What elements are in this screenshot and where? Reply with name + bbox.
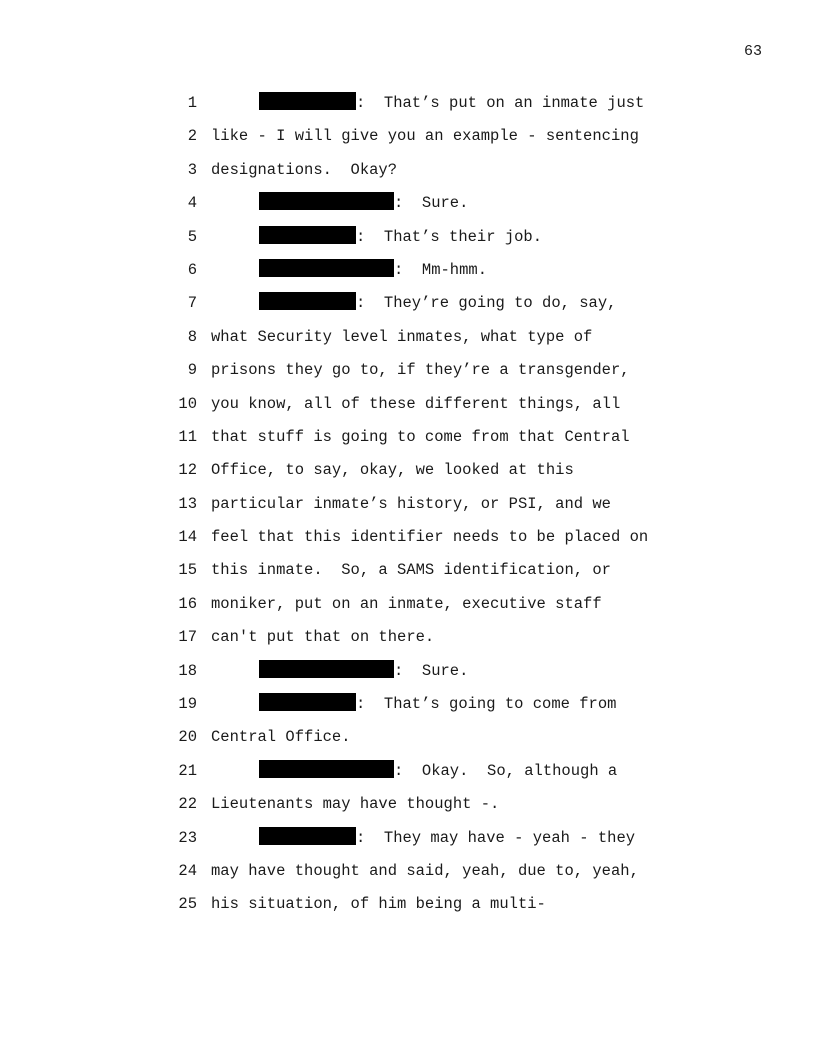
speaker-line-text — [259, 691, 616, 718]
redacted-speaker-name — [259, 660, 394, 678]
line-number: 15 — [178, 561, 197, 580]
line-number: 22 — [178, 795, 197, 814]
spoken-text: : Sure. — [394, 661, 469, 680]
line-number: 25 — [178, 895, 197, 914]
spoken-text: Office, to say, okay, we looked at this — [211, 461, 574, 480]
line-number: 18 — [178, 661, 197, 680]
line-text — [211, 491, 611, 518]
line-text — [211, 123, 639, 150]
spoken-text: you know, all of these different things, all — [211, 394, 621, 413]
line-number: 24 — [178, 861, 197, 880]
transcript-line — [0, 524, 816, 557]
line-number: 12 — [178, 461, 197, 480]
page-number: 63 — [743, 43, 762, 60]
spoken-text: : Okay. So, although a — [394, 761, 618, 780]
spoken-text: prisons they go to, if they’re a transgender, — [211, 361, 630, 380]
spoken-text: designations. Okay? — [211, 160, 398, 179]
spoken-text: feel that this identifier needs to be placed on — [211, 528, 649, 547]
transcript-line — [0, 491, 816, 524]
line-number: 8 — [187, 327, 197, 346]
transcript-line — [0, 257, 816, 290]
spoken-text: : That’s put on an inmate just — [356, 94, 645, 112]
line-number: 2 — [187, 127, 197, 146]
speaker-line-text — [259, 290, 616, 317]
transcript-line — [0, 457, 816, 490]
speaker-line-text — [259, 190, 468, 217]
spoken-text: particular inmate’s history, or PSI, and we — [211, 494, 611, 513]
transcript-line — [0, 658, 816, 691]
transcript-line — [0, 290, 816, 323]
redacted-speaker-name — [259, 92, 356, 110]
redacted-speaker-name — [259, 192, 394, 210]
transcript-line — [0, 90, 816, 123]
transcript-line — [0, 791, 816, 824]
spoken-text: Lieutenants may have thought -. — [211, 795, 500, 814]
spoken-text: : They’re going to do, say, — [356, 294, 617, 313]
speaker-line-text — [259, 825, 635, 852]
line-number: 7 — [187, 294, 197, 313]
line-text — [211, 557, 611, 584]
spoken-text: like - I will give you an example - sentencing — [211, 127, 639, 146]
line-number: 6 — [187, 260, 197, 279]
transcript-line — [0, 825, 816, 858]
spoken-text: Central Office. — [211, 728, 351, 747]
line-number: 5 — [187, 227, 197, 246]
line-number: 3 — [187, 160, 197, 179]
spoken-text: can't put that on there. — [211, 628, 435, 647]
line-text — [211, 591, 602, 618]
transcript-line — [0, 758, 816, 791]
speaker-line-text — [259, 224, 542, 251]
line-text — [211, 357, 630, 384]
speaker-line-text — [259, 658, 468, 685]
line-text — [211, 724, 351, 751]
line-number: 4 — [187, 194, 197, 213]
line-text — [211, 391, 620, 418]
transcript-line — [0, 591, 816, 624]
line-number: 1 — [187, 94, 197, 112]
line-number: 19 — [178, 695, 197, 714]
line-number: 14 — [178, 528, 197, 547]
line-number: 11 — [178, 427, 197, 446]
redacted-speaker-name — [259, 292, 356, 310]
spoken-text: : They may have - yeah - they — [356, 828, 636, 847]
line-number: 17 — [178, 628, 197, 647]
speaker-line-text — [259, 90, 644, 117]
transcript-line — [0, 891, 816, 924]
spoken-text: may have thought and said, yeah, due to, yeah, — [211, 861, 639, 880]
line-text — [211, 424, 630, 451]
transcript-line — [0, 357, 816, 390]
line-number: 9 — [187, 361, 197, 380]
transcript-line — [0, 224, 816, 257]
transcript-line — [0, 624, 816, 657]
transcript-line — [0, 858, 816, 891]
transcript-line — [0, 557, 816, 590]
redacted-speaker-name — [259, 226, 356, 244]
line-text — [211, 457, 574, 484]
line-text — [211, 524, 648, 551]
line-number: 20 — [178, 728, 197, 747]
redacted-speaker-name — [259, 760, 394, 778]
spoken-text: his situation, of him being a multi- — [211, 895, 546, 914]
spoken-text: that stuff is going to come from that Central — [211, 427, 630, 446]
line-text — [211, 858, 639, 885]
transcript-body — [0, 90, 816, 925]
spoken-text: moniker, put on an inmate, executive staff — [211, 594, 602, 613]
transcript-line — [0, 190, 816, 223]
line-text — [211, 624, 434, 651]
spoken-text: : That’s their job. — [356, 227, 543, 246]
line-number: 21 — [178, 761, 197, 780]
spoken-text: : Mm-hmm. — [394, 260, 488, 279]
line-text — [211, 324, 592, 351]
speaker-line-text — [259, 257, 487, 284]
line-text — [211, 891, 546, 918]
transcript-line — [0, 157, 816, 190]
line-number: 13 — [178, 494, 197, 513]
transcript-line — [0, 424, 816, 457]
line-text — [211, 157, 397, 184]
line-number: 10 — [178, 394, 197, 413]
line-number: 23 — [178, 828, 197, 847]
transcript-line — [0, 123, 816, 156]
transcript-line — [0, 724, 816, 757]
spoken-text: this inmate. So, a SAMS identification, or — [211, 561, 611, 580]
line-text — [211, 791, 499, 818]
spoken-text: : Sure. — [394, 194, 469, 213]
line-number: 16 — [178, 594, 197, 613]
speaker-line-text — [259, 758, 617, 785]
transcript-line — [0, 391, 816, 424]
transcript-line — [0, 324, 816, 357]
redacted-speaker-name — [259, 693, 356, 711]
transcript-line — [0, 691, 816, 724]
spoken-text: : That’s going to come from — [356, 695, 617, 714]
spoken-text: what Security level inmates, what type of — [211, 327, 593, 346]
redacted-speaker-name — [259, 259, 394, 277]
redacted-speaker-name — [259, 827, 356, 845]
